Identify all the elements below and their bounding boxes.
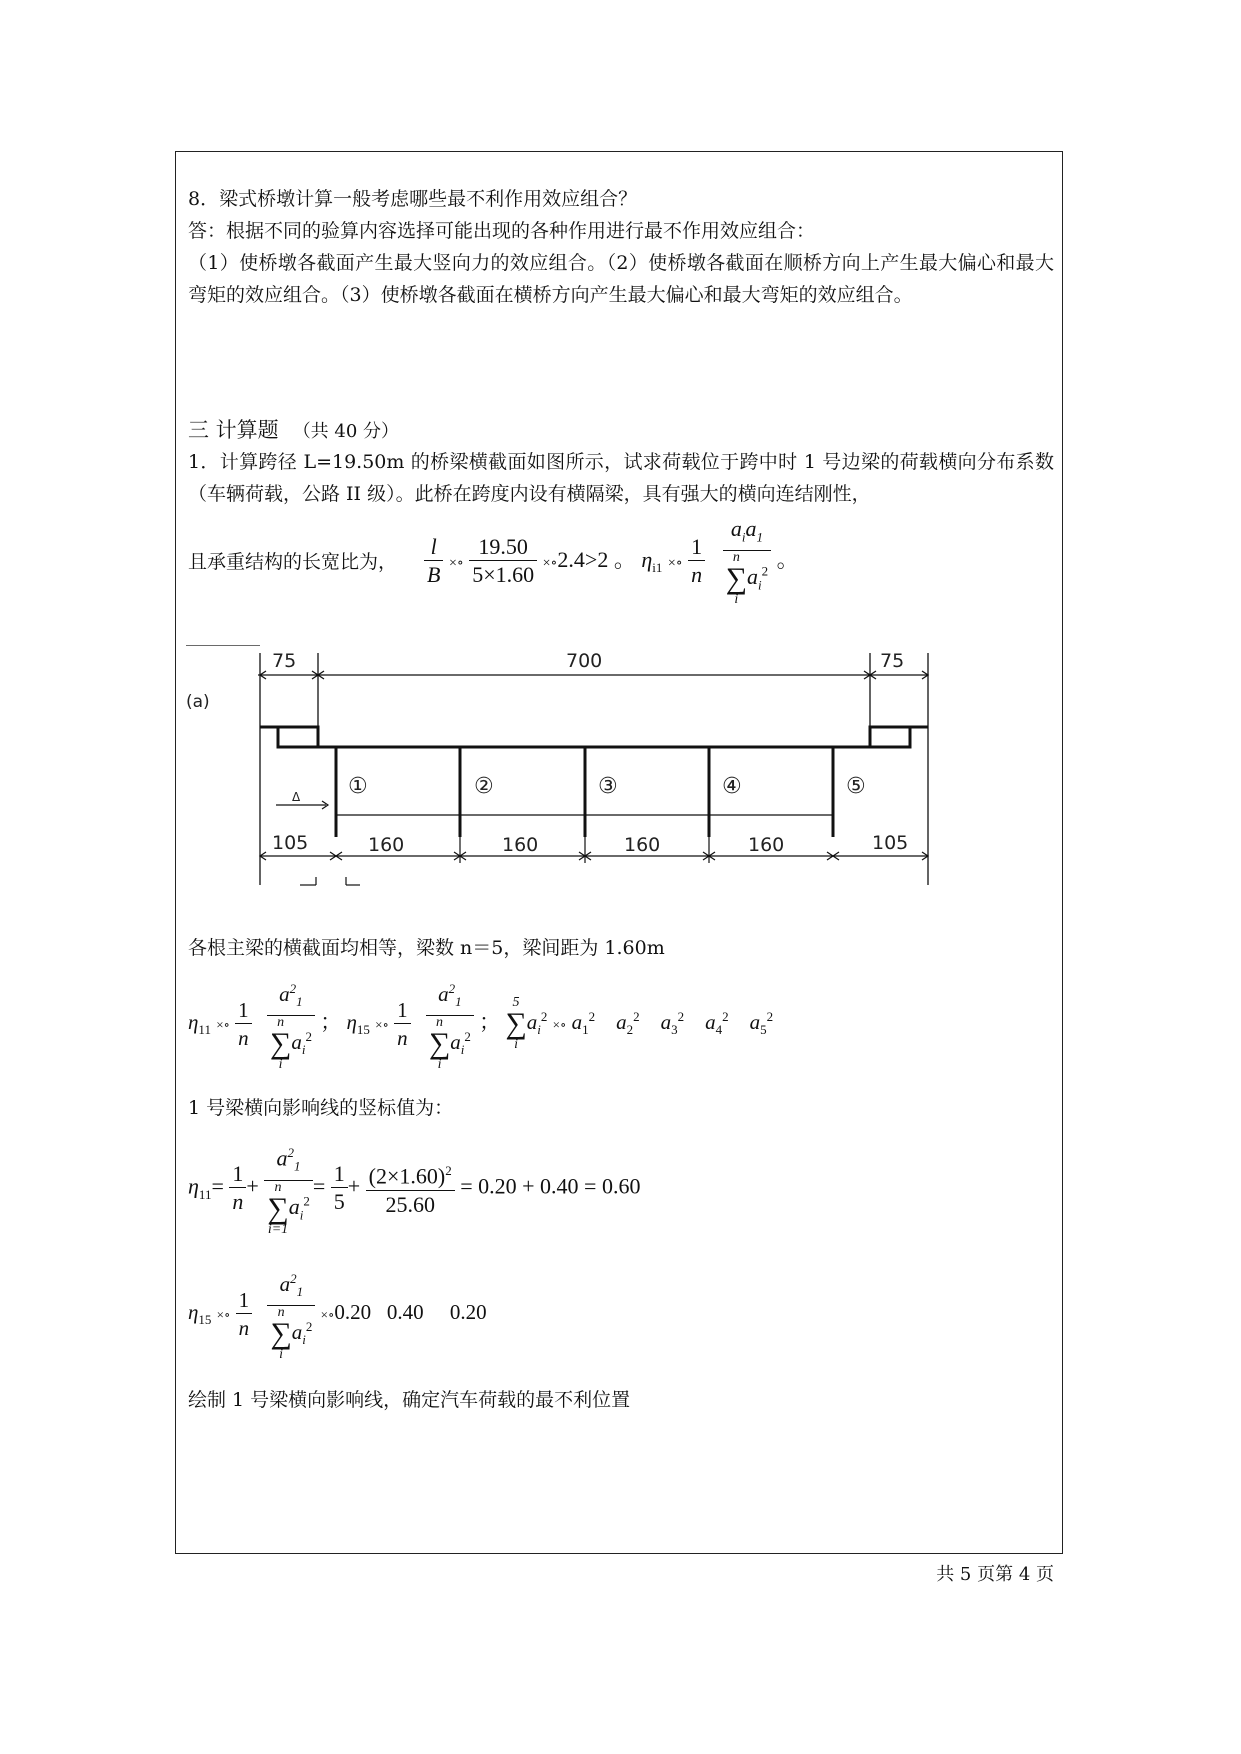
term-a1: a xyxy=(571,1009,583,1034)
row-eta15-sub: 15 xyxy=(356,1022,370,1038)
term-a5-sub: 5 xyxy=(760,1022,767,1038)
beam-2-label: ② xyxy=(474,774,494,799)
dim-bottom-3: 160 xyxy=(502,834,539,856)
calc-one: 1 xyxy=(229,1161,246,1188)
influence-text: 1 号梁横向影响线的竖标值为： xyxy=(188,1097,454,1119)
ai-a1: a xyxy=(730,516,742,541)
dim-top-right: 75 xyxy=(880,650,905,672)
ratio-b: B xyxy=(427,562,441,588)
dim-bottom-6: 105 xyxy=(872,832,909,854)
term-a3: a xyxy=(660,1009,672,1034)
problem1-statement: 1．计算跨径 L=19.50m 的桥梁横截面如图所示，试求荷载位于跨中时 1 号边梁的荷载横向分布系数（车辆荷载，公路 II 级）。此桥在跨度内设有横隔梁，具有强大的横向连结刚性， xyxy=(188,451,1054,505)
term-a2-sub: 2 xyxy=(626,1022,634,1038)
beam-5-label: ⑤ xyxy=(846,774,866,799)
calc15-eta-sub: 15 xyxy=(198,1312,212,1328)
row-sep-1: ； xyxy=(320,1009,342,1034)
delta-mark: Δ xyxy=(292,790,301,804)
eta-i1: η xyxy=(641,546,653,572)
ratio-den: 5×1.60 xyxy=(472,562,535,588)
page-footer: 共 5 页第 4 页 xyxy=(936,1564,1054,1585)
ratio-result: 2.4>2 xyxy=(557,546,609,572)
calc-den2: 25.60 xyxy=(385,1191,435,1217)
q8-question: 8．梁式桥墩计算一般考虑哪些最不利作用效应组合？ xyxy=(188,188,638,210)
calc-result: = 0.20 + 0.40 = 0.60 xyxy=(460,1173,641,1199)
beam-4-label: ④ xyxy=(722,774,742,799)
calc-five: 5 xyxy=(333,1188,345,1214)
figure-label: (a) xyxy=(186,692,210,712)
end-mark: 。 xyxy=(776,546,799,572)
beam-1-label: ① xyxy=(348,774,368,799)
ratio-l: l xyxy=(424,534,443,561)
term-a4-sub: 4 xyxy=(715,1022,723,1038)
term-a1-sub: 1 xyxy=(582,1022,589,1038)
sum-bottom: i xyxy=(734,592,739,608)
calc-eta11-sub: 11 xyxy=(198,1186,212,1202)
term-a5: a xyxy=(749,1009,761,1034)
eta-one: 1 xyxy=(688,534,705,561)
ratio-formula: $\frac{l}{B}$ ×∘ $\frac{19.50}{5\times 1.60}$ ×∘2.4>2 。 $\eta_{i1}$ ×∘ $\frac{1}{n}$ $a_ia_1$ n ∑ $ia_i^2$ 。 xyxy=(424,516,799,607)
calc15-eta: η xyxy=(188,1299,199,1324)
calc-eta11: η xyxy=(188,1173,199,1199)
term-a4: a xyxy=(705,1009,716,1034)
formulas-row: $\eta_{11}$ ×∘ $\frac{1}{n}$ $a^2_1$ n ∑ $ia_i^2$ ； $\eta_{15}$ ×∘ $\frac{1}{n}$ $a^2_1$ n ∑ $ia_i^2$ ； 5 ∑ $ia_i^2$ ×∘ $a_1^2$ $a_2^2$ $a_3^2$ $a_4^2$ $a_5^2$ xyxy=(188,976,773,1072)
row-eta11-sub: 11 xyxy=(198,1022,211,1038)
dim-bottom-1: 105 xyxy=(272,832,309,854)
term-a2: a xyxy=(616,1009,627,1034)
eta-n: n xyxy=(691,562,703,588)
q8-answer-body: （1）使桥墩各截面产生最大竖向力的效应组合。（2）使桥墩各截面在顺桥方向上产生最大偏心和最大弯矩的效应组合。（3）使桥墩各截面在横桥方向产生最大偏心和最大弯矩的效应组合。 xyxy=(188,252,1054,306)
calc-num2: (2×1.60) xyxy=(368,1163,446,1189)
calc15-result: 0.20 0.40 0.20 xyxy=(334,1299,487,1324)
draw-text: 绘制 1 号梁横向影响线，确定汽车荷载的最不利位置 xyxy=(188,1389,631,1411)
beams-text: 各根主梁的横截面均相等，梁数 n＝5，梁间距为 1.60m xyxy=(188,937,665,959)
dim-bottom-4: 160 xyxy=(624,834,661,856)
bridge-figure xyxy=(186,645,946,900)
dim-top-left: 75 xyxy=(272,650,297,672)
calc-n: n xyxy=(232,1188,244,1214)
term-a3-sub: 3 xyxy=(671,1022,678,1038)
q8-answer-intro: 答：根据不同的验算内容选择可能出现的各种作用进行最不作用效应组合： xyxy=(188,220,816,242)
dim-bottom-2: 160 xyxy=(368,834,405,856)
section-title: 三 计算题 xyxy=(188,418,279,442)
row-eta11: η xyxy=(188,1009,199,1034)
dim-bottom-5: 160 xyxy=(748,834,785,856)
beam-3-label: ③ xyxy=(598,774,618,799)
ratio-num: 19.50 xyxy=(469,534,537,561)
sum-top: n xyxy=(732,550,740,566)
section-heading xyxy=(188,414,399,448)
eta-i1-sub: i1 xyxy=(652,560,663,576)
ratio-lead: 且承重结构的长宽比为， xyxy=(188,551,398,573)
dim-top-middle: 700 xyxy=(566,650,603,672)
calc-sum-bottom: i=1 xyxy=(267,1221,289,1237)
row-sum-top: 5 xyxy=(512,995,520,1011)
section-points: （共 40 分） xyxy=(292,421,400,442)
eta15-calculation: $\eta_{15}$ ×∘ $\frac{1}{n}$ $a^2_1$ n ∑ $ia_i^2$ ×∘0.20 0.40 0.20 xyxy=(188,1266,487,1362)
eta11-calculation: $\eta_{11}=$ $\frac{1}{n}$ + $a^2_1$ n ∑ $i=1a_i^2$ = $\frac{1}{5}$ + $\frac{(2\times 1.60)^2}{25.60}$ = 0.20 + 0.40 = 0.60 xyxy=(188,1140,640,1237)
row-eta15: η xyxy=(346,1009,357,1034)
